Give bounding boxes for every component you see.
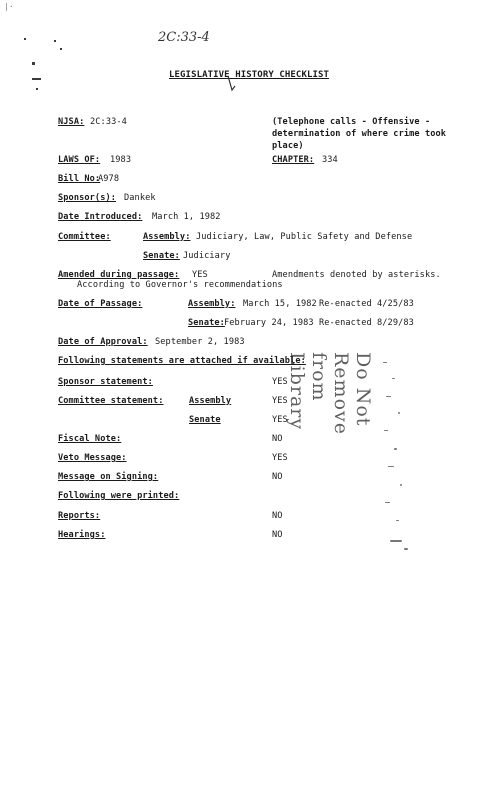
scan-mark: |· (4, 2, 14, 11)
sponsor-label: Sponsor(s): (58, 193, 117, 203)
committee-assembly-label: Assembly: (143, 232, 191, 242)
subject-line-1: (Telephone calls - Offensive - (272, 117, 431, 127)
hearings-label: Hearings: (58, 530, 106, 540)
committee-statement-label: Committee statement: (58, 396, 164, 406)
amended-label: Amended during passage: (58, 270, 180, 280)
sponsor-value: Dankek (124, 193, 156, 203)
committee-assembly-value: Judiciary, Law, Public Safety and Defense (196, 232, 413, 242)
passage-senate-reenacted: Re-enacted 8/29/83 (319, 318, 414, 328)
fiscal-note-value: NO (272, 434, 283, 444)
amended-value: YES (192, 270, 208, 280)
laws-of-label: LAWS OF: (58, 155, 101, 165)
statements-header: Following statements are attached if available: (58, 356, 306, 366)
scan-smudge (24, 38, 26, 40)
sponsor-statement-value: YES (272, 377, 288, 387)
handwritten-note: 2C:33-4 (158, 30, 210, 45)
committee-statement-assembly-value: YES (272, 396, 288, 406)
laws-of-value: 1983 (110, 155, 132, 165)
chapter-label: CHAPTER: (272, 155, 315, 165)
njsa-value: 2C:33-4 (90, 117, 127, 127)
passage-assembly-label: Assembly: (188, 299, 236, 309)
scan-smudge (60, 48, 62, 50)
date-introduced-label: Date Introduced: (58, 212, 143, 222)
chapter-value: 334 (322, 155, 338, 165)
scan-smudge (36, 88, 38, 90)
veto-message-label: Veto Message: (58, 453, 127, 463)
approval-label: Date of Approval: (58, 337, 148, 347)
hearings-value: NO (272, 530, 283, 540)
scan-smudge (54, 40, 56, 42)
page-title: LEGISLATIVE HISTORY CHECKLIST (169, 70, 330, 80)
reports-value: NO (272, 511, 283, 521)
library-stamp-text: Do Not Remove from Library (286, 352, 374, 435)
passage-assembly-reenacted: Re-enacted 4/25/83 (319, 299, 414, 309)
njsa-label: NJSA: (58, 117, 85, 127)
library-stamp (286, 352, 418, 560)
sponsor-statement-label: Sponsor statement: (58, 377, 153, 387)
bill-no-label: Bill No: (58, 174, 101, 184)
committee-senate-label: Senate: (143, 251, 180, 261)
printed-header: Following were printed: (58, 491, 180, 501)
passage-senate-label: Senate: (188, 318, 225, 328)
scan-smudge (32, 62, 35, 65)
signing-message-label: Message on Signing: (58, 472, 159, 482)
passage-label: Date of Passage: (58, 299, 143, 309)
committee-statement-senate-value: YES (272, 415, 288, 425)
reports-label: Reports: (58, 511, 101, 521)
amended-note-2: According to Governor's recommendations (77, 280, 283, 290)
passage-assembly-date: March 15, 1982 (243, 299, 317, 309)
fiscal-note-label: Fiscal Note: (58, 434, 122, 444)
committee-statement-assembly-label: Assembly (189, 396, 232, 406)
signing-message-value: NO (272, 472, 283, 482)
committee-statement-senate-label: Senate (189, 415, 221, 425)
committee-label: Committee: (58, 232, 111, 242)
amended-note: Amendments denoted by asterisks. (272, 270, 441, 280)
committee-senate-value: Judiciary (183, 251, 231, 261)
pen-mark (226, 74, 238, 94)
date-introduced-value: March 1, 1982 (152, 212, 221, 222)
subject-line-2: determination of where crime took (272, 129, 447, 139)
bill-no-value: A978 (98, 174, 120, 184)
subject-line-3: place) (272, 141, 304, 151)
approval-value: September 2, 1983 (155, 337, 245, 347)
veto-message-value: YES (272, 453, 288, 463)
scan-smudge (32, 78, 41, 80)
passage-senate-date: February 24, 1983 (224, 318, 314, 328)
